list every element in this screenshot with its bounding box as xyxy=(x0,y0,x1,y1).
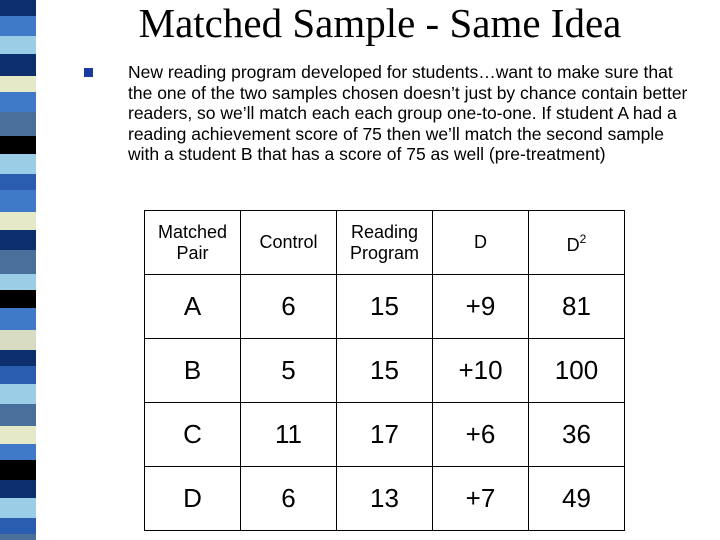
stripe-block xyxy=(0,16,36,36)
cell-d-squared: 49 xyxy=(529,467,625,531)
stripe-block xyxy=(0,212,36,230)
square-bullet-icon xyxy=(84,68,93,77)
header-control: Control xyxy=(241,211,337,275)
header-d-squared-exponent: 2 xyxy=(579,232,587,246)
cell-pair: B xyxy=(145,339,241,403)
stripe-block xyxy=(0,36,36,54)
stripe-block xyxy=(0,426,36,444)
cell-program: 15 xyxy=(337,275,433,339)
decorative-stripe xyxy=(0,0,36,540)
cell-control: 5 xyxy=(241,339,337,403)
cell-d: +9 xyxy=(433,275,529,339)
cell-control: 6 xyxy=(241,467,337,531)
cell-d-squared: 100 xyxy=(529,339,625,403)
stripe-block xyxy=(0,534,36,540)
stripe-block xyxy=(0,444,36,460)
stripe-block xyxy=(0,330,36,350)
stripe-block xyxy=(0,518,36,534)
cell-program: 13 xyxy=(337,467,433,531)
cell-program: 15 xyxy=(337,339,433,403)
cell-control: 11 xyxy=(241,403,337,467)
stripe-block xyxy=(0,154,36,174)
cell-d: +6 xyxy=(433,403,529,467)
table-row xyxy=(145,403,625,467)
cell-d: +10 xyxy=(433,339,529,403)
stripe-block xyxy=(0,350,36,366)
cell-pair: D xyxy=(145,467,241,531)
stripe-block xyxy=(0,76,36,92)
stripe-block xyxy=(0,136,36,154)
stripe-block xyxy=(0,290,36,308)
header-d-squared-base: D xyxy=(566,235,580,255)
stripe-block xyxy=(0,498,36,518)
table-row xyxy=(145,467,625,531)
table-header-row xyxy=(145,211,625,275)
stripe-block xyxy=(0,404,36,426)
stripe-block xyxy=(0,274,36,290)
cell-pair: A xyxy=(145,275,241,339)
stripe-block xyxy=(0,190,36,212)
stripe-block xyxy=(0,250,36,274)
cell-d-squared: 36 xyxy=(529,403,625,467)
stripe-block xyxy=(0,174,36,190)
stripe-block xyxy=(0,480,36,498)
stripe-block xyxy=(0,112,36,136)
stripe-block xyxy=(0,384,36,404)
slide-title: Matched Sample - Same Idea xyxy=(138,0,622,46)
stripe-block xyxy=(0,308,36,330)
bullet-text: New reading program developed for students…want to make sure that the one of the two samples chosen doesn’t just by chance contain better readers, so we’ll match each each group one-to-one. If student A had a reading achievement score of 75 then we’ll match the second sample with a student B that has a score of 75 as well (pre-treatment) xyxy=(128,62,688,164)
stripe-block xyxy=(0,366,36,384)
stripe-block xyxy=(0,92,36,112)
header-d: D xyxy=(433,211,529,275)
header-reading-program: Reading Program xyxy=(337,211,433,275)
cell-d: +7 xyxy=(433,467,529,531)
cell-d-squared: 81 xyxy=(529,275,625,339)
stripe-block xyxy=(0,460,36,480)
stripe-block xyxy=(0,54,36,76)
table-row xyxy=(145,275,625,339)
stripe-block xyxy=(0,230,36,250)
matched-pairs-table xyxy=(144,210,625,531)
header-matched-pair: Matched Pair xyxy=(145,211,241,275)
cell-control: 6 xyxy=(241,275,337,339)
table-row xyxy=(145,339,625,403)
cell-pair: C xyxy=(145,403,241,467)
header-d-squared xyxy=(529,211,625,275)
cell-program: 17 xyxy=(337,403,433,467)
stripe-block xyxy=(0,0,36,16)
